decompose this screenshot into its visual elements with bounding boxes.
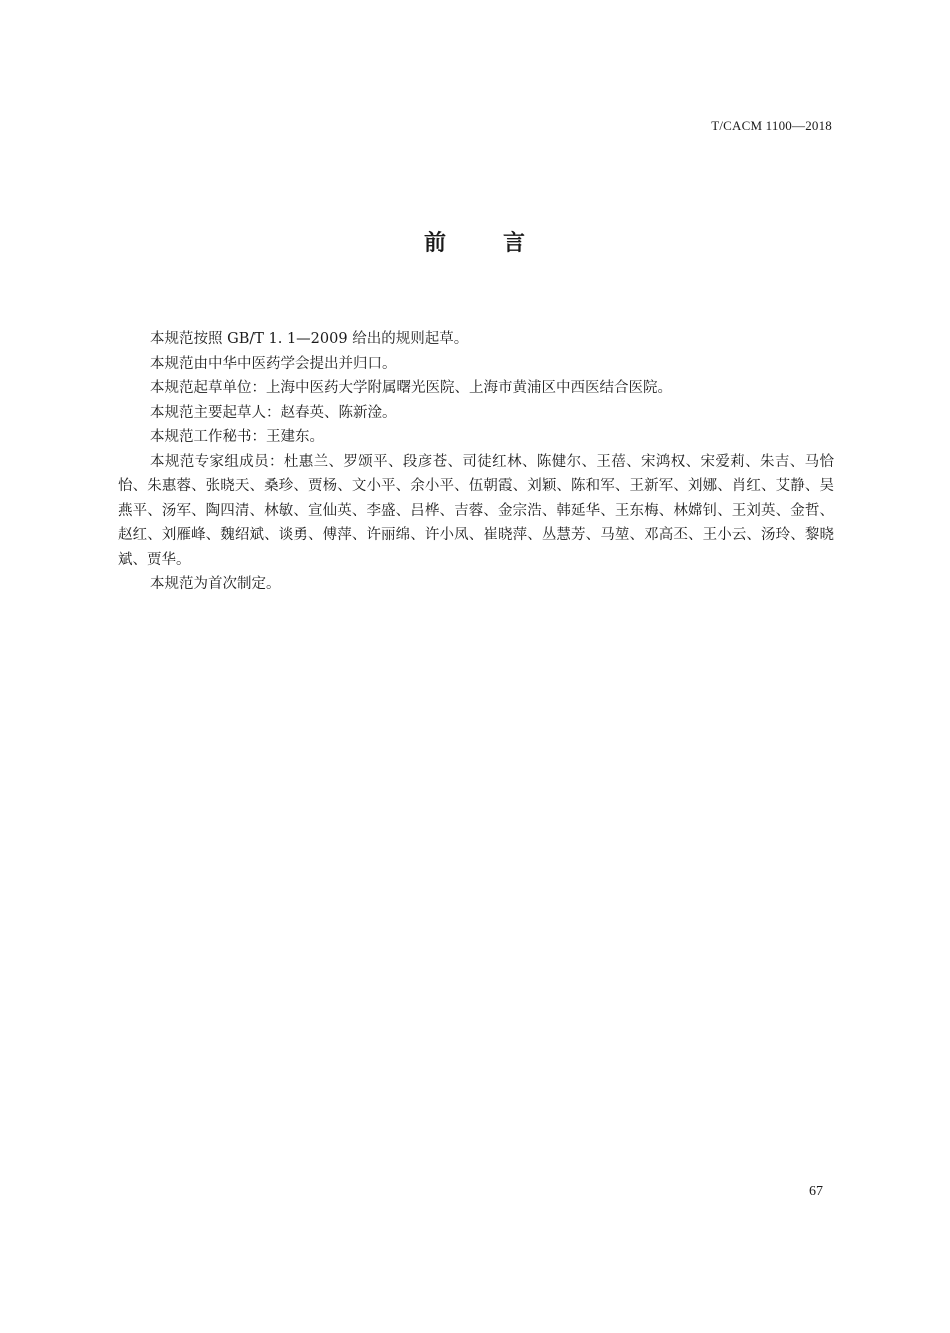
page-number: 67	[809, 1184, 823, 1199]
title-char-2: 言	[503, 231, 527, 256]
preface-body	[118, 327, 834, 597]
title-char-1: 前	[423, 231, 447, 256]
document-code: T/CACM 1100—2018	[711, 118, 832, 133]
paragraph-secretary: 本规范工作秘书：王建东。	[150, 429, 324, 445]
paragraph-drafting-rules: 本规范按照 GB/T 1. 1—2009 给出的规则起草。	[150, 331, 469, 347]
paragraph-proposer: 本规范由中华中医药学会提出并归口。	[150, 355, 397, 372]
paragraph-drafting-units: 本规范起草单位：上海中医药大学附属曙光医院、上海市黄浦区中西医结合医院。	[150, 380, 672, 396]
paragraph-expert-members: 本规范专家组成员：杜惠兰、罗颂平、段彦苍、司徒红林、陈健尔、王蓓、宋鸿权、宋爱莉、朱吉、马恰怡、朱惠蓉、张晓天、桑珍、贾杨、文小平、余小平、伍朝霞、刘颖、陈和军、王新军、刘娜、肖红、艾静、吴燕平、汤军、陶四清、林敏、宣仙英、李盛、吕桦、吉蓉、金宗浩、韩延华、王东梅、林嫦钊、王刘英、金哲、赵红、刘雁峰、魏绍斌、谈勇、傅萍、许丽绵、许小凤、崔晓萍、丛慧芳、马堃、邓高丕、王小云、汤玲、黎晓斌、贾华。	[118, 453, 834, 568]
paragraph-first-edition: 本规范为首次制定。	[150, 576, 281, 592]
page-title	[0, 226, 950, 257]
paragraph-main-drafters: 本规范主要起草人：赵春英、陈新淦。	[150, 404, 397, 421]
